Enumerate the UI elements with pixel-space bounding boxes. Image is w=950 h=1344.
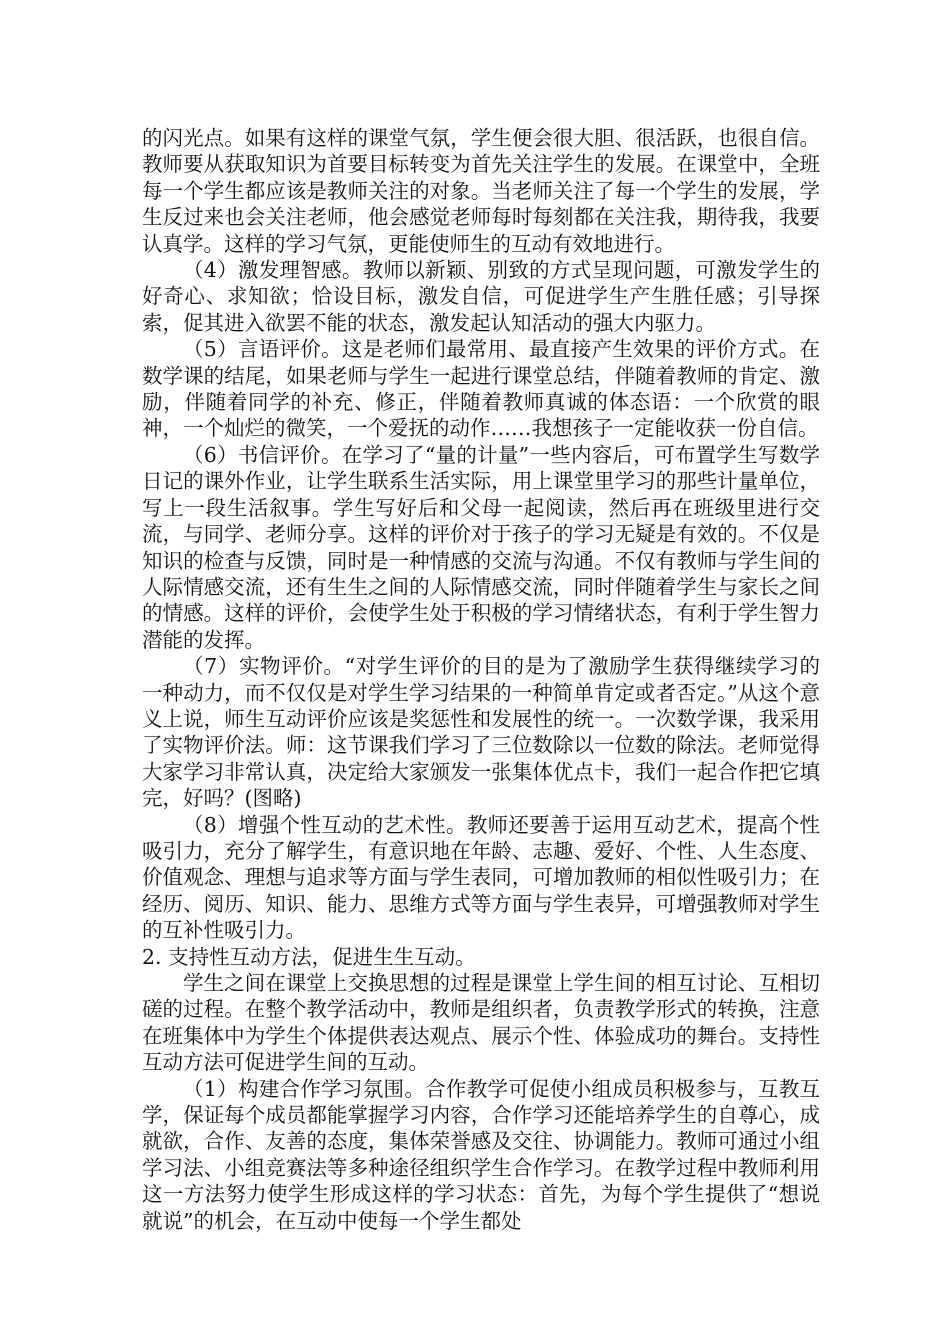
- paragraph-7: 学生之间在课堂上交换思想的过程是课堂上学生间的相互讨论、互相切磋的过程。在整个教学活动中，教师是组织者，负责教学形式的转换，注意在班集体中为学生个体提供表达观点、展示个性、体验成功的舞台。支持性互动方法可促进学生间的互动。: [142, 971, 820, 1075]
- paragraph-4: （6）书信评价。在学习了“量的计量”一些内容后，可布置学生写数学日记的课外作业，让学生联系生活实际，用上课堂里学习的那些计量单位，写上一段生活叙事。学生写好后和父母一起阅读，然后再在班级里进行交流，与同学、老师分享。这样的评价对于孩子的学习无疑是有效的。不仅是知识的检查与反馈，同时是一种情感的交流与沟通。不仅有教师与学生间的人际情感交流，还有生生之间的人际情感交流，同时伴随着学生与家长之间的情感。这样的评价，会使学生处于积极的学习情绪状态，有利于学生智力潜能的发挥。: [142, 442, 820, 652]
- document-page: [142, 125, 820, 1234]
- paragraph-5: （7）实物评价。“对学生评价的目的是为了激励学生获得继续学习的一种动力，而不仅仅是对学生学习结果的一种简单肯定或者否定。”从这个意义上说，师生互动评价应该是奖惩性和发展性的统一。一次数学课，我采用了实物评价法。师：这节课我们学习了三位数除以一位数的除法。老师觉得大家学习非常认真，决定给大家颁发一张集体优点卡，我们一起合作把它填完，好吗？(图略): [142, 654, 820, 811]
- paragraph-3: （5）言语评价。这是老师们最常用、最直接产生效果的评价方式。在数学课的结尾，如果老师与学生一起进行课堂总结，伴随着教师的肯定、激励，伴随着同学的补充、修正，伴随着教师真诚的体态语：一个欣赏的眼神，一个灿烂的微笑，一个爱抚的动作……我想孩子一定能收获一份自信。: [142, 337, 820, 441]
- section-heading: 2. 支持性互动方法，促进生生互动。: [142, 944, 476, 969]
- paragraph-6: （8）增强个性互动的艺术性。教师还要善于运用互动艺术，提高个性吸引力，充分了解学生，有意识地在年龄、志趣、爱好、个性、人生态度、价值观念、理想与追求等方面与学生表同，可增加教师的相似性吸引力；在经历、阅历、知识、能力、思维方式等方面与学生表异，可增强教师对学生的互补性吸引力。: [142, 812, 820, 943]
- paragraph-8: （1）构建合作学习氛围。合作教学可促使小组成员积极参与，互教互学，保证每个成员都能掌握学习内容，合作学习还能培养学生的自尊心，成就欲，合作、友善的态度，集体荣誉感及交往、协调能力。教师可通过小组学习法、小组竞赛法等多种途径组织学生合作学习。在教学过程中教师利用这一方法努力使学生形成这样的学习状态：首先，为每个学生提供了“想说就说”的机会，在互动中使每一个学生都处: [142, 1076, 820, 1233]
- paragraph-1: 的闪光点。如果有这样的课堂气氛，学生便会很大胆、很活跃，也很自信。教师要从获取知识为首要目标转变为首先关注学生的发展。在课堂中，全班每一个学生都应该是教师关注的对象。当老师关注了每一个学生的发展，学生反过来也会关注老师，他会感觉老师每时每刻都在关注我，期待我，我要认真学。这样的学习气氛，更能使师生的互动有效地进行。: [142, 126, 820, 256]
- paragraph-2: （4）激发理智感。教师以新颖、别致的方式呈现问题，可激发学生的好奇心、求知欲；恰设目标，激发自信，可促进学生产生胜任感；引导探索，促其进入欲罢不能的状态，激发起认知活动的强大内驱力。: [142, 258, 820, 335]
